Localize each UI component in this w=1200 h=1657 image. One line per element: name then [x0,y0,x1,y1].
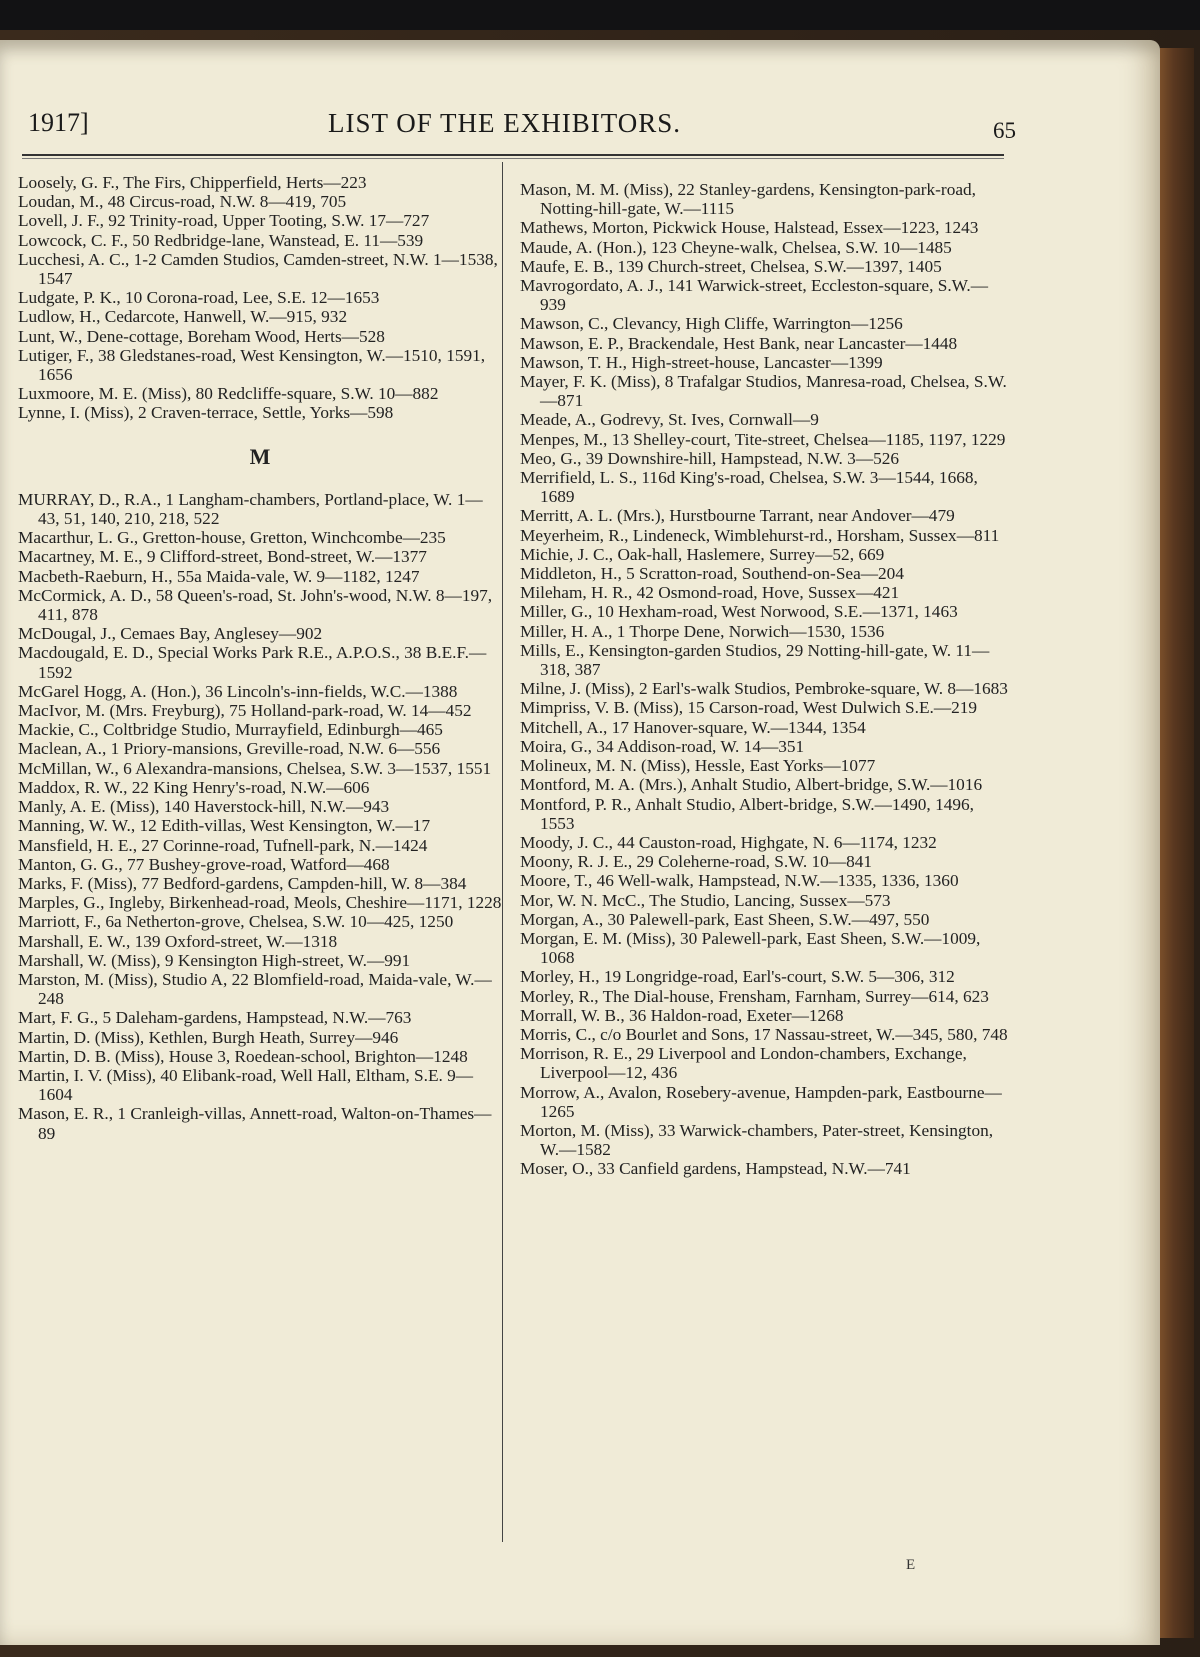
header-rule-thin [22,158,1004,159]
exhibitor-entry: Mathews, Morton, Pickwick House, Halstead, Essex—1223, 1243 [520,218,979,238]
exhibitor-entry: Maude, A. (Hon.), 123 Cheyne-walk, Chelsea, S.W. 10—1485 [520,237,952,257]
exhibitor-entry: Mitchell, A., 17 Hanover-square, W.—1344, 1354 [520,717,866,737]
page-header [28,108,1016,148]
exhibitor-entry: Morley, H., 19 Longridge-road, Earl's-court, S.W. 5—306, 312 [520,967,955,987]
exhibitor-entry: Montford, P. R., Anhalt Studio, Albert-bridge, S.W.—1490, 1496, 1553 [520,794,974,833]
exhibitor-entry: Moody, J. C., 44 Causton-road, Highgate, N. 6—1174, 1232 [520,832,937,852]
exhibitor-entry: Menpes, M., 13 Shelley-court, Tite-street, Chelsea—1185, 1197, 1229 [520,429,1006,449]
exhibitor-entry: Meo, G., 39 Downshire-hill, Hampstead, N.W. 3—526 [520,448,900,468]
header-year: 1917] [28,108,89,137]
exhibitor-entry: Macartney, M. E., 9 Clifford-street, Bond-street, W.—1377 [18,547,427,567]
exhibitor-entry: Maclean, A., 1 Priory-mansions, Greville-road, N.W. 6—556 [18,739,441,759]
section-letter: M [249,443,271,469]
signature-mark: E [906,1557,916,1573]
exhibitor-entry: Middleton, H., 5 Scratton-road, Southend-on-Sea—204 [520,564,904,584]
exhibitor-entry: Mawson, C., Clevancy, High Cliffe, Warrington—1256 [520,314,903,334]
exhibitor-entry: Mileham, H. R., 42 Osmond-road, Hove, Sussex—421 [520,583,900,603]
left-entries-l [18,173,502,423]
exhibitor-entry: Meyerheim, R., Lindeneck, Wimblehurst-rd., Horsham, Sussex—811 [520,525,1000,545]
column-divider [502,162,503,1542]
exhibitor-entry: MURRAY, D., R.A., 1 Langham-chambers, Portland-place, W. 1—43, 51, 140, 210, 218, 522 [18,489,483,529]
exhibitor-entry: Lutiger, F., 38 Gledstanes-road, West Kensington, W.—1510, 1591, 1656 [18,345,486,385]
exhibitor-entry: Mor, W. N. McC., The Studio, Lancing, Sussex—573 [520,890,891,910]
exhibitor-entry: Macdougald, E. D., Special Works Park R.E., A.P.O.S., 38 B.E.F.—1592 [18,643,487,682]
exhibitor-entry: Mart, F. G., 5 Daleham-gardens, Hampstead, N.W.—763 [18,1008,412,1028]
exhibitor-entry: Ludgate, P. K., 10 Corona-road, Lee, S.E. 12—1653 [18,288,380,308]
exhibitor-entry: Moser, O., 33 Canfield gardens, Hampstead, N.W.—741 [520,1159,911,1179]
exhibitor-entry: Mackie, C., Coltbridge Studio, Murrayfield, Edinburgh—465 [18,720,443,740]
exhibitor-entry: Morrall, W. B., 36 Haldon-road, Exeter—1268 [520,1005,844,1025]
exhibitor-entry: Macbeth-Raeburn, H., 55a Maida-vale, W. 9—1182, 1247 [18,566,420,586]
header-rule [22,154,1004,156]
page-title: LIST OF THE EXHIBITORS. [328,108,682,138]
exhibitor-entry: McMillan, W., 6 Alexandra-mansions, Chelsea, S.W. 3—1537, 1551 [18,758,492,778]
left-entries-m [18,490,502,1143]
exhibitor-entry: Montford, M. A. (Mrs.), Anhalt Studio, Albert-bridge, S.W.—1016 [520,775,983,795]
exhibitor-entry: Lowcock, C. F., 50 Redbridge-lane, Wanstead, E. 11—539 [18,230,424,250]
exhibitor-entry: Miller, H. A., 1 Thorpe Dene, Norwich—1530, 1536 [520,621,885,641]
exhibitor-entry: MacIvor, M. (Mrs. Freyburg), 75 Holland-park-road, W. 14—452 [18,701,472,721]
exhibitor-entry: Martin, D. B. (Miss), House 3, Roedean-school, Brighton—1248 [18,1046,468,1066]
exhibitor-entry: Lovell, J. F., 92 Trinity-road, Upper Tooting, S.W. 17—727 [18,211,430,231]
exhibitor-entry: Moore, T., 46 Well-walk, Hampstead, N.W.—1335, 1336, 1360 [520,871,959,891]
exhibitor-entry: Manning, W. W., 12 Edith-villas, West Kensington, W.—17 [18,816,431,836]
exhibitor-entry: Michie, J. C., Oak-hall, Haslemere, Surrey—52, 669 [520,544,885,564]
exhibitor-entry: Martin, I. V. (Miss), 40 Elibank-road, Well Hall, Eltham, S.E. 9—1604 [18,1065,474,1105]
page-number: 65 [993,118,1016,143]
exhibitor-entry: Lynne, I. (Miss), 2 Craven-terrace, Settle, Yorks—598 [18,403,394,423]
exhibitor-entry: Mason, M. M. (Miss), 22 Stanley-gardens, Kensington-park-road, Notting-hill-gate, W.—1115 [520,180,976,219]
exhibitor-entry: McCormick, A. D., 58 Queen's-road, St. John's-wood, N.W. 8—197, 411, 878 [18,585,493,625]
exhibitor-entry: McDougal, J., Cemaes Bay, Anglesey—902 [18,624,323,644]
exhibitor-entry: Loosely, G. F., The Firs, Chipperfield, Herts—223 [18,173,367,192]
exhibitor-entry: Manly, A. E. (Miss), 140 Haverstock-hill, N.W.—943 [18,797,390,817]
exhibitor-entry: Luxmoore, M. E. (Miss), 80 Redcliffe-square, S.W. 10—882 [18,384,439,404]
exhibitor-entry: Mayer, F. K. (Miss), 8 Trafalgar Studios, Manresa-road, Chelsea, S.W.—871 [520,372,1007,411]
exhibitor-entry: Mawson, E. P., Brackendale, Hest Bank, near Lancaster—1448 [520,333,958,353]
exhibitor-entry: Mimpriss, V. B. (Miss), 15 Carson-road, West Dulwich S.E.—219 [520,698,978,718]
exhibitor-entry: Mavrogordato, A. J., 141 Warwick-street, Eccleston-square, S.W.—939 [520,276,988,315]
exhibitor-entry: Maddox, R. W., 22 King Henry's-road, N.W.—606 [18,777,370,797]
exhibitor-entry: Mansfield, H. E., 27 Corinne-road, Tufnell-park, N.—1424 [18,835,428,855]
exhibitor-entry: Mills, E., Kensington-garden Studios, 29 Notting-hill-gate, W. 11—318, 387 [520,640,990,680]
exhibitor-entry: Merrifield, L. S., 116d King's-road, Chelsea, S.W. 3—1544, 1668, 1689 [520,468,978,507]
exhibitor-entry: Marshall, E. W., 139 Oxford-street, W.—1318 [18,931,338,951]
exhibitor-entry: McGarel Hogg, A. (Hon.), 36 Lincoln's-inn-fields, W.C.—1388 [18,681,458,701]
right-entries [520,180,1010,1179]
exhibitor-entry: Marston, M. (Miss), Studio A, 22 Blomfield-road, Maida-vale, W.—248 [18,969,492,1009]
left-column [18,173,502,1143]
exhibitor-entry: Morgan, A., 30 Palewell-park, East Sheen, S.W.—497, 550 [520,909,930,929]
exhibitor-entry: Maufe, E. B., 139 Church-street, Chelsea, S.W.—1397, 1405 [520,256,942,276]
exhibitor-entry: Merritt, A. L. (Mrs.), Hurstbourne Tarrant, near Andover—479 [520,506,955,526]
exhibitor-entry: Marks, F. (Miss), 77 Bedford-gardens, Campden-hill, W. 8—384 [18,873,467,893]
exhibitor-entry: Morrow, A., Avalon, Rosebery-avenue, Hampden-park, Eastbourne—1265 [520,1082,1002,1121]
exhibitor-entry: Morley, R., The Dial-house, Frensham, Farnham, Surrey—614, 623 [520,986,989,1006]
exhibitor-entry: Molineux, M. N. (Miss), Hessle, East Yorks—1077 [520,756,876,776]
exhibitor-entry: Moony, R. J. E., 29 Coleherne-road, S.W. 10—841 [520,852,872,872]
exhibitor-entry: Loudan, M., 48 Circus-road, N.W. 8—419, 705 [18,192,347,212]
exhibitor-entry: Martin, D. (Miss), Kethlen, Burgh Heath, Surrey—946 [18,1027,399,1047]
exhibitor-entry: Lucchesi, A. C., 1-2 Camden Studios, Camden-street, N.W. 1—1538, 1547 [18,249,498,289]
exhibitor-entry: Milne, J. (Miss), 2 Earl's-walk Studios, Pembroke-square, W. 8—1683 [520,679,1008,699]
exhibitor-entry: Mawson, T. H., High-street-house, Lancaster—1399 [520,352,883,372]
exhibitor-entry: Lunt, W., Dene-cottage, Boreham Wood, Herts—528 [18,326,385,346]
exhibitor-entry: Moira, G., 34 Addison-road, W. 14—351 [520,736,805,756]
exhibitor-entry: Morris, C., c/o Bourlet and Sons, 17 Nassau-street, W.—345, 580, 748 [520,1024,1008,1044]
exhibitor-entry: Marshall, W. (Miss), 9 Kensington High-street, W.—991 [18,950,411,970]
exhibitor-entry: Morgan, E. M. (Miss), 30 Palewell-park, East Sheen, S.W.—1009, 1068 [520,928,981,968]
exhibitor-entry: Marriott, F., 6a Netherton-grove, Chelsea, S.W. 10—425, 1250 [18,912,454,932]
exhibitor-entry: Morrison, R. E., 29 Liverpool and London-chambers, Exchange, Liverpool—12, 436 [520,1044,967,1083]
exhibitor-entry: Manton, G. G., 77 Bushey-grove-road, Watford—468 [18,854,390,874]
exhibitor-entry: Marples, G., Ingleby, Birkenhead-road, Meols, Cheshire—1171, 1228 [18,893,502,913]
exhibitor-entry: Morton, M. (Miss), 33 Warwick-chambers, Pater-street, Kensington, W.—1582 [520,1120,994,1160]
exhibitor-entry: Miller, G., 10 Hexham-road, West Norwood, S.E.—1371, 1463 [520,602,958,622]
exhibitor-entry: Meade, A., Godrevy, St. Ives, Cornwall—9 [520,410,819,430]
exhibitor-entry: Macarthur, L. G., Gretton-house, Gretton, Winchcombe—235 [18,528,446,548]
exhibitor-entry: Mason, E. R., 1 Cranleigh-villas, Annett-road, Walton-on-Thames—89 [18,1104,492,1143]
page-stack-edge [1160,48,1194,1638]
right-column [520,180,1010,1179]
exhibitor-entry: Ludlow, H., Cedarcote, Hanwell, W.—915, 932 [18,307,348,327]
